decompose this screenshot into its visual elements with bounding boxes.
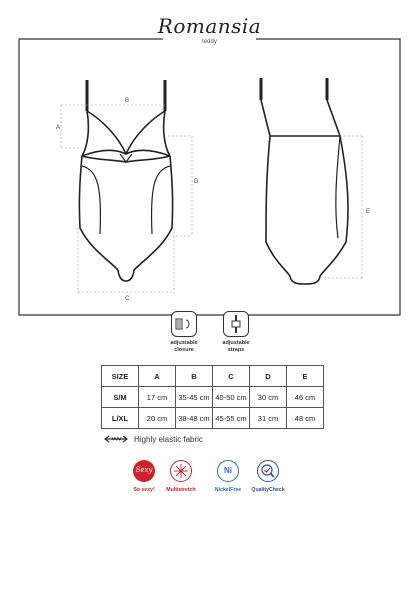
value-cell: 17 cm bbox=[139, 387, 176, 408]
product-name: teddy bbox=[202, 39, 217, 45]
sexy-badge-icon bbox=[133, 460, 155, 482]
badge-label: NickelFree bbox=[214, 487, 242, 493]
size-cell: L/XL bbox=[102, 408, 139, 429]
value-cell: 45-55 cm bbox=[213, 408, 250, 429]
table-row bbox=[102, 387, 324, 408]
label-b: B bbox=[125, 98, 130, 104]
value-cell: 46 cm bbox=[287, 387, 324, 408]
multistretch-icon bbox=[170, 460, 192, 482]
label-a: A bbox=[56, 125, 61, 131]
badge-label: Multistretch bbox=[166, 487, 196, 493]
header-cell: SIZE bbox=[102, 366, 139, 387]
value-cell: 20 cm bbox=[139, 408, 176, 429]
feature-adjustable-closure bbox=[163, 311, 205, 353]
feature-icons bbox=[0, 311, 419, 356]
front-view-garment bbox=[79, 80, 172, 281]
label-c: C bbox=[125, 296, 130, 302]
feature-label-line1: adjustable bbox=[170, 340, 198, 346]
brand-name: Romansia bbox=[157, 14, 262, 38]
header-cell: A bbox=[139, 366, 176, 387]
quality-check-icon bbox=[257, 460, 279, 482]
label-d: D bbox=[194, 179, 199, 185]
badge-label: QualityCheck bbox=[251, 487, 285, 493]
feature-label-line2: straps bbox=[227, 346, 245, 353]
badge-icon-text: Ni bbox=[224, 466, 232, 475]
size-cell: S/M bbox=[102, 387, 139, 408]
feature-adjustable-straps bbox=[215, 311, 257, 353]
header-cell: C bbox=[213, 366, 250, 387]
elastic-text: Highly elastic fabric bbox=[134, 435, 203, 445]
hook-eye-closure-icon bbox=[171, 311, 197, 337]
feature-label-line2: closure bbox=[174, 346, 194, 353]
table-row bbox=[102, 408, 324, 429]
nickel-free-icon bbox=[217, 460, 239, 482]
back-view-garment bbox=[261, 78, 348, 284]
measurement-diagram-frame bbox=[18, 38, 401, 316]
elastic-fabric-note bbox=[104, 435, 203, 445]
badge-quality-check bbox=[242, 460, 294, 493]
feature-label-line1: adjustable bbox=[222, 340, 250, 346]
badge-icon-text: Sexy bbox=[135, 466, 153, 474]
badge-label: So sexy! bbox=[133, 487, 155, 493]
value-cell: 30 cm bbox=[250, 387, 287, 408]
value-cell: 38-48 cm bbox=[176, 408, 213, 429]
size-table-header bbox=[102, 366, 324, 387]
header-cell: B bbox=[176, 366, 213, 387]
label-e: E bbox=[366, 209, 371, 215]
header-cell: E bbox=[287, 366, 324, 387]
measurement-diagram bbox=[18, 38, 401, 316]
value-cell: 40-50 cm bbox=[213, 387, 250, 408]
header-cell: D bbox=[250, 366, 287, 387]
value-cell: 31 cm bbox=[250, 408, 287, 429]
size-table bbox=[101, 365, 324, 429]
value-cell: 48 cm bbox=[287, 408, 324, 429]
strap-slider-icon bbox=[223, 311, 249, 337]
value-cell: 35-45 cm bbox=[176, 387, 213, 408]
badge-multistretch bbox=[155, 460, 207, 493]
stretch-arrow-icon bbox=[104, 435, 128, 445]
